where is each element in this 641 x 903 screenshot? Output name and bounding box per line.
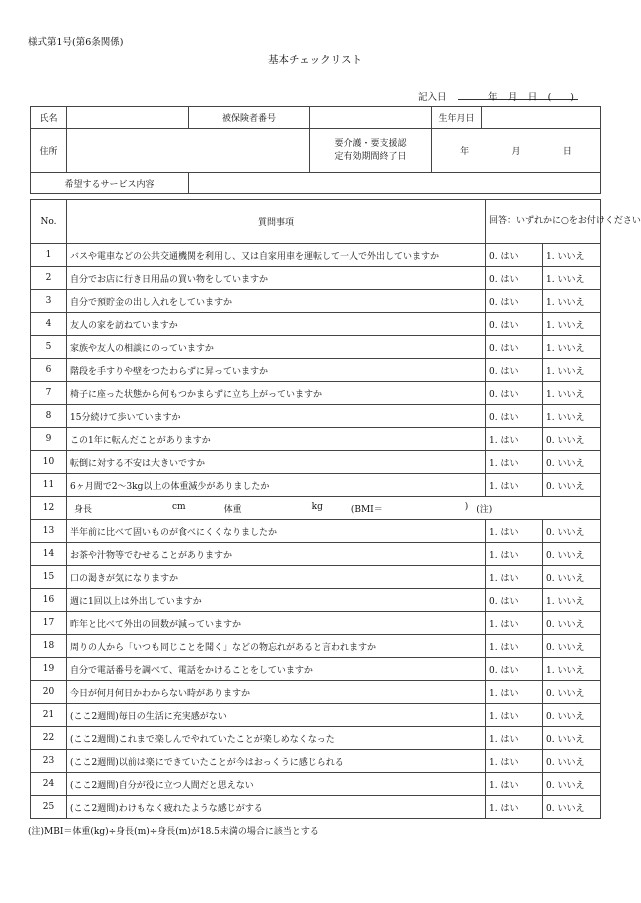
question-text: (ここ2週間)自分が役に立つ人間だと思えない <box>67 773 486 796</box>
question-text: 半年前に比べて固いものが食べにくくなりましたか <box>67 520 486 543</box>
answer-option-yes[interactable]: 1. はい <box>486 796 543 819</box>
table-row <box>31 727 601 750</box>
question-number: 17 <box>31 612 67 635</box>
table-row <box>31 382 601 405</box>
question-number: 16 <box>31 589 67 612</box>
desired-service-field[interactable] <box>189 173 601 194</box>
answer-option-yes[interactable]: 1. はい <box>486 451 543 474</box>
checklist-table <box>30 199 641 819</box>
answer-option-yes[interactable]: 1. はい <box>486 612 543 635</box>
answer-option-yes[interactable]: 0. はい <box>486 336 543 359</box>
answer-option-yes[interactable]: 0. はい <box>486 658 543 681</box>
answer-option-yes[interactable]: 0. はい <box>486 382 543 405</box>
table-row <box>31 796 601 819</box>
answer-option-no[interactable]: 0. いいえ <box>543 566 601 589</box>
question-text: 昨年と比べて外出の回数が減っていますか <box>67 612 486 635</box>
question-text: 週に1回以上は外出していますか <box>67 589 486 612</box>
question-number: 12 <box>31 497 67 520</box>
table-row <box>31 336 601 359</box>
answer-option-no[interactable]: 0. いいえ <box>543 681 601 704</box>
table-row <box>31 566 601 589</box>
answer-option-no[interactable]: 1. いいえ <box>543 405 601 428</box>
answer-option-no[interactable]: 0. いいえ <box>543 635 601 658</box>
answer-option-no[interactable]: 0. いいえ <box>543 750 601 773</box>
question-text: お茶や汁物等でむせることがありますか <box>67 543 486 566</box>
answer-option-no[interactable]: 1. いいえ <box>543 589 601 612</box>
form-number: 様式第1号(第6条関係) <box>28 37 124 48</box>
name-field[interactable] <box>67 107 189 129</box>
question-number: 25 <box>31 796 67 819</box>
table-row <box>31 428 601 451</box>
bmi-close: ) <box>464 501 469 512</box>
care-certification-label-line2: 定有効期間終了日 <box>334 151 407 162</box>
question-number: 14 <box>31 543 67 566</box>
question-text: 6ヶ月間で2～3kg以上の体重減少がありましたか <box>67 474 486 497</box>
entry-date-day: 日 <box>527 92 538 103</box>
care-certification-label-line1: 要介護・要支援認 <box>334 138 407 149</box>
insured-number-label: 被保険者番号 <box>189 107 310 129</box>
table-row <box>31 773 601 796</box>
answer-option-no[interactable]: 1. いいえ <box>543 382 601 405</box>
answer-option-no[interactable]: 0. いいえ <box>543 612 601 635</box>
footnote: (注)MBI＝体重(kg)÷身長(m)÷身長(m)が18.5未満の場合に該当とする <box>28 827 319 837</box>
care-certification-label <box>310 129 432 173</box>
height-label: 身長 <box>74 504 93 515</box>
question-column-header: 質問事項 <box>67 200 486 244</box>
answer-option-no[interactable]: 0. いいえ <box>543 428 601 451</box>
answer-column-header: 回答：いずれかに○をお付けください <box>486 200 601 244</box>
answer-option-no[interactable]: 0. いいえ <box>543 543 601 566</box>
table-row-bmi <box>31 497 601 520</box>
address-label: 住所 <box>31 129 67 173</box>
question-text: 15分続けて歩いていますか <box>67 405 486 428</box>
question-number: 15 <box>31 566 67 589</box>
answer-option-yes[interactable]: 1. はい <box>486 635 543 658</box>
question-number: 9 <box>31 428 67 451</box>
bmi-note-mark: (注) <box>476 504 493 515</box>
answer-option-no[interactable]: 1. いいえ <box>543 313 601 336</box>
entry-date-weekday: ( ) <box>547 92 574 103</box>
name-label: 氏名 <box>31 107 67 129</box>
question-number: 3 <box>31 290 67 313</box>
question-number: 23 <box>31 750 67 773</box>
question-text: 口の渇きが気になりますか <box>67 566 486 589</box>
question-text: バスや電車などの公共交通機関を利用し、又は自家用車を運転して一人で外出していますか <box>67 244 486 267</box>
insured-number-field[interactable] <box>310 107 432 129</box>
answer-option-yes[interactable]: 1. はい <box>486 704 543 727</box>
answer-option-yes[interactable]: 1. はい <box>486 566 543 589</box>
weight-label: 体重 <box>223 504 242 515</box>
answer-option-yes[interactable]: 1. はい <box>486 750 543 773</box>
answer-option-no[interactable]: 1. いいえ <box>543 359 601 382</box>
answer-option-yes[interactable]: 0. はい <box>486 405 543 428</box>
checklist-body <box>31 244 601 819</box>
question-number: 8 <box>31 405 67 428</box>
birth-date-label: 生年月日 <box>432 107 482 129</box>
answer-option-no[interactable]: 0. いいえ <box>543 520 601 543</box>
answer-option-yes[interactable]: 0. はい <box>486 359 543 382</box>
table-row <box>31 612 601 635</box>
question-text: (ここ2週間)これまで楽しんでやれていたことが楽しめなくなった <box>67 727 486 750</box>
entry-date-label: 記入日 <box>418 92 447 103</box>
table-row <box>31 520 601 543</box>
answer-option-yes[interactable]: 0. はい <box>486 290 543 313</box>
height-unit: cm <box>172 501 186 512</box>
question-text: (ここ2週間)わけもなく疲れたような感じがする <box>67 796 486 819</box>
question-text: 自分で預貯金の出し入れをしていますか <box>67 290 486 313</box>
weight-unit: kg <box>311 501 323 512</box>
desired-service-label: 希望するサービス内容 <box>31 173 189 194</box>
care-certification-date-field[interactable] <box>432 129 601 173</box>
question-text: (ここ2週間)毎日の生活に充実感がない <box>67 704 486 727</box>
answer-option-no[interactable]: 1. いいえ <box>543 267 601 290</box>
answer-option-yes[interactable]: 1. はい <box>486 773 543 796</box>
answer-option-no[interactable]: 1. いいえ <box>543 336 601 359</box>
answer-option-yes[interactable]: 0. はい <box>486 589 543 612</box>
answer-option-yes[interactable]: 0. はい <box>486 244 543 267</box>
question-number: 6 <box>31 359 67 382</box>
question-number: 22 <box>31 727 67 750</box>
table-row <box>31 290 601 313</box>
question-text: 周りの人から「いつも同じことを聞く」などの物忘れがあると言われますか <box>67 635 486 658</box>
answer-option-no[interactable]: 1. いいえ <box>543 658 601 681</box>
applicant-info-table <box>30 106 601 194</box>
address-field[interactable] <box>67 129 310 173</box>
entry-date-field[interactable] <box>458 89 578 103</box>
question-number: 4 <box>31 313 67 336</box>
bmi-input-row[interactable] <box>67 497 601 520</box>
question-text: 自分で電話番号を調べて、電話をかけることをしていますか <box>67 658 486 681</box>
answer-option-yes[interactable]: 1. はい <box>486 543 543 566</box>
question-number: 10 <box>31 451 67 474</box>
table-row <box>31 589 601 612</box>
table-row <box>31 543 601 566</box>
answer-option-no[interactable]: 0. いいえ <box>543 727 601 750</box>
question-number: 18 <box>31 635 67 658</box>
table-row <box>31 704 601 727</box>
answer-option-yes[interactable]: 1. はい <box>486 474 543 497</box>
question-text: 椅子に座った状態から何もつかまらずに立ち上がっていますか <box>67 382 486 405</box>
answer-option-no[interactable]: 0. いいえ <box>543 796 601 819</box>
answer-option-yes[interactable]: 1. はい <box>486 520 543 543</box>
table-row <box>31 313 601 336</box>
entry-date <box>418 89 578 103</box>
bmi-open: (BMI＝ <box>350 504 383 515</box>
table-row <box>31 359 601 382</box>
answer-option-no[interactable]: 0. いいえ <box>543 451 601 474</box>
answer-option-no[interactable]: 0. いいえ <box>543 773 601 796</box>
page-title: 基本チェックリスト <box>268 54 362 66</box>
care-date-year: 年 <box>460 147 470 157</box>
answer-option-no[interactable]: 1. いいえ <box>543 290 601 313</box>
birth-date-field[interactable] <box>482 107 601 129</box>
entry-date-year: 年 <box>488 92 498 103</box>
question-text: この1年に転んだことがありますか <box>67 428 486 451</box>
answer-option-no[interactable]: 1. いいえ <box>543 244 601 267</box>
question-number: 13 <box>31 520 67 543</box>
question-text: 転倒に対する不安は大きいですか <box>67 451 486 474</box>
table-row <box>31 635 601 658</box>
question-text: 今日が何月何日かわからない時がありますか <box>67 681 486 704</box>
table-row <box>31 681 601 704</box>
answer-option-yes[interactable]: 0. はい <box>486 267 543 290</box>
answer-option-yes[interactable]: 1. はい <box>486 681 543 704</box>
table-row <box>31 244 601 267</box>
question-number: 20 <box>31 681 67 704</box>
question-text: (ここ2週間)以前は楽にできていたことが今はおっくうに感じられる <box>67 750 486 773</box>
answer-option-no[interactable]: 0. いいえ <box>543 474 601 497</box>
question-number: 11 <box>31 474 67 497</box>
answer-option-yes[interactable]: 1. はい <box>486 428 543 451</box>
question-number: 1 <box>31 244 67 267</box>
question-number: 5 <box>31 336 67 359</box>
question-text: 友人の家を訪ねていますか <box>67 313 486 336</box>
table-row <box>31 451 601 474</box>
table-row <box>31 267 601 290</box>
answer-option-yes[interactable]: 1. はい <box>486 727 543 750</box>
question-number: 24 <box>31 773 67 796</box>
table-row <box>31 750 601 773</box>
table-row <box>31 405 601 428</box>
question-text: 自分でお店に行き日用品の買い物をしていますか <box>67 267 486 290</box>
care-date-month: 月 <box>511 147 521 157</box>
question-number: 21 <box>31 704 67 727</box>
entry-date-month: 月 <box>507 92 518 103</box>
answer-option-yes[interactable]: 0. はい <box>486 313 543 336</box>
answer-option-no[interactable]: 0. いいえ <box>543 704 601 727</box>
care-date-day: 日 <box>562 147 572 157</box>
no-column-header: No. <box>31 200 67 244</box>
question-number: 19 <box>31 658 67 681</box>
table-row <box>31 474 601 497</box>
question-number: 2 <box>31 267 67 290</box>
question-number: 7 <box>31 382 67 405</box>
question-text: 階段を手すりや壁をつたわらずに昇っていますか <box>67 359 486 382</box>
table-row <box>31 658 601 681</box>
question-text: 家族や友人の相談にのっていますか <box>67 336 486 359</box>
